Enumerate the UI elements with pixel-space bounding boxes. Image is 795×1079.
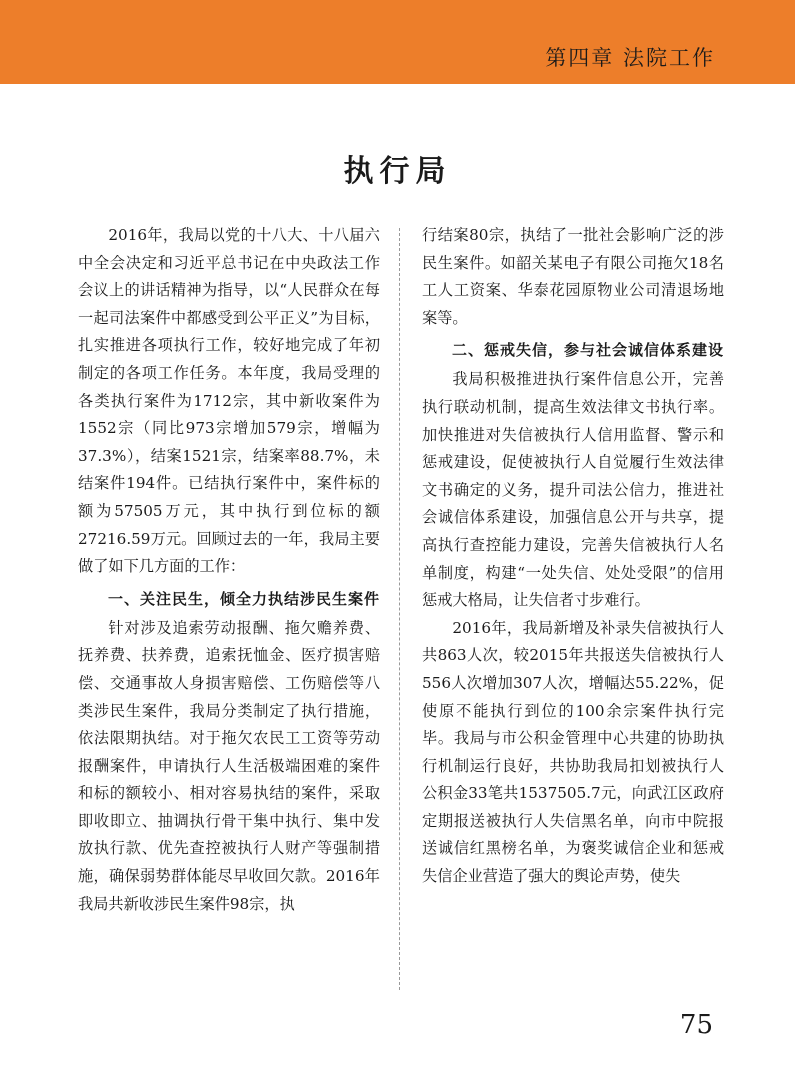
- header-band: [0, 0, 795, 84]
- body-paragraph: 行结案80宗，执结了一批社会影响广泛的涉民生案件。如韶关某电子有限公司拖欠18名工人工资案、华泰花园原物业公司清退场地案等。: [422, 226, 724, 327]
- body-paragraph: 2016年，我局新增及补录失信被执行人共863人次，较2015年共报送失信被执行人556人次增加307人次，增幅达55.22%，促使原不能执行到位的100余宗案件执行完毕。我局与市公积金管理中心共建的协助执行机制运行良好，共协助我局扣划被执行人公积金33笔共1537505.7元，向武江区政府定期报送被执行人失信黑名单，向市中院报送诚信红黑榜名单，为褒奖诚信企业和惩戒失信企业营造了强大的舆论声势，使失: [422, 618, 724, 886]
- body-paragraph: 我局积极推进执行案件信息公开，完善执行联动机制，提高生效法律文书执行率。加快推进对失信被执行人信用监督、警示和惩戒建设，促使被执行人自觉履行生效法律文书确定的义务，提升司法公信力，推进社会诚信体系建设，加强信息公开与共享，提高执行查控能力建设，完善失信被执行人名单制度，构建“一处失信、处处受限”的信用惩戒大格局，让失信者寸步难行。: [422, 370, 724, 610]
- page-title: 执行局: [343, 154, 452, 189]
- right-column: [422, 222, 724, 891]
- column-divider: [399, 228, 400, 990]
- left-column: [78, 222, 380, 918]
- page-number: 75: [679, 1010, 713, 1040]
- chapter-title: 第四章 法院工作: [545, 46, 715, 70]
- section-heading: 一、关注民生，倾全力执结涉民生案件: [108, 589, 381, 608]
- body-paragraph: 2016年，我局以党的十八大、十八届六中全会决定和习近平总书记在中央政法工作会议上的讲话精神为指导，以“人民群众在每一起司法案件中都感受到公平正义”为目标，扎实推进各项执行工作，较好地完成了年初制定的各项工作任务。本年度，我局受理的各类执行案件为1712宗，其中新收案件为1552宗（同比973宗增加579宗，增幅为37.3%），结案1521宗，结案率88.7%，未结案件194件。已结执行案件中，案件标的额为57505万元，其中执行到位标的额27216.59万元。回顾过去的一年，我局主要做了如下几方面的工作：: [78, 226, 380, 576]
- body-paragraph: 针对涉及追索劳动报酬、拖欠赡养费、抚养费、扶养费，追索抚恤金、医疗损害赔偿、交通事故人身损害赔偿、工伤赔偿等八类涉民生案件，我局分类制定了执行措施，依法限期执结。对于拖欠农民工工资等劳动报酬案件，申请执行人生活极端困难的案件和标的额较小、相对容易执结的案件，采取即收即立、抽调执行骨干集中执行、集中发放执行款、优先查控被执行人财产等强制措施，确保弱势群体能尽早收回欠款。2016年我局共新收涉民生案件98宗，执: [78, 618, 380, 913]
- section-heading: 二、惩戒失信，参与社会诚信体系建设: [452, 341, 725, 360]
